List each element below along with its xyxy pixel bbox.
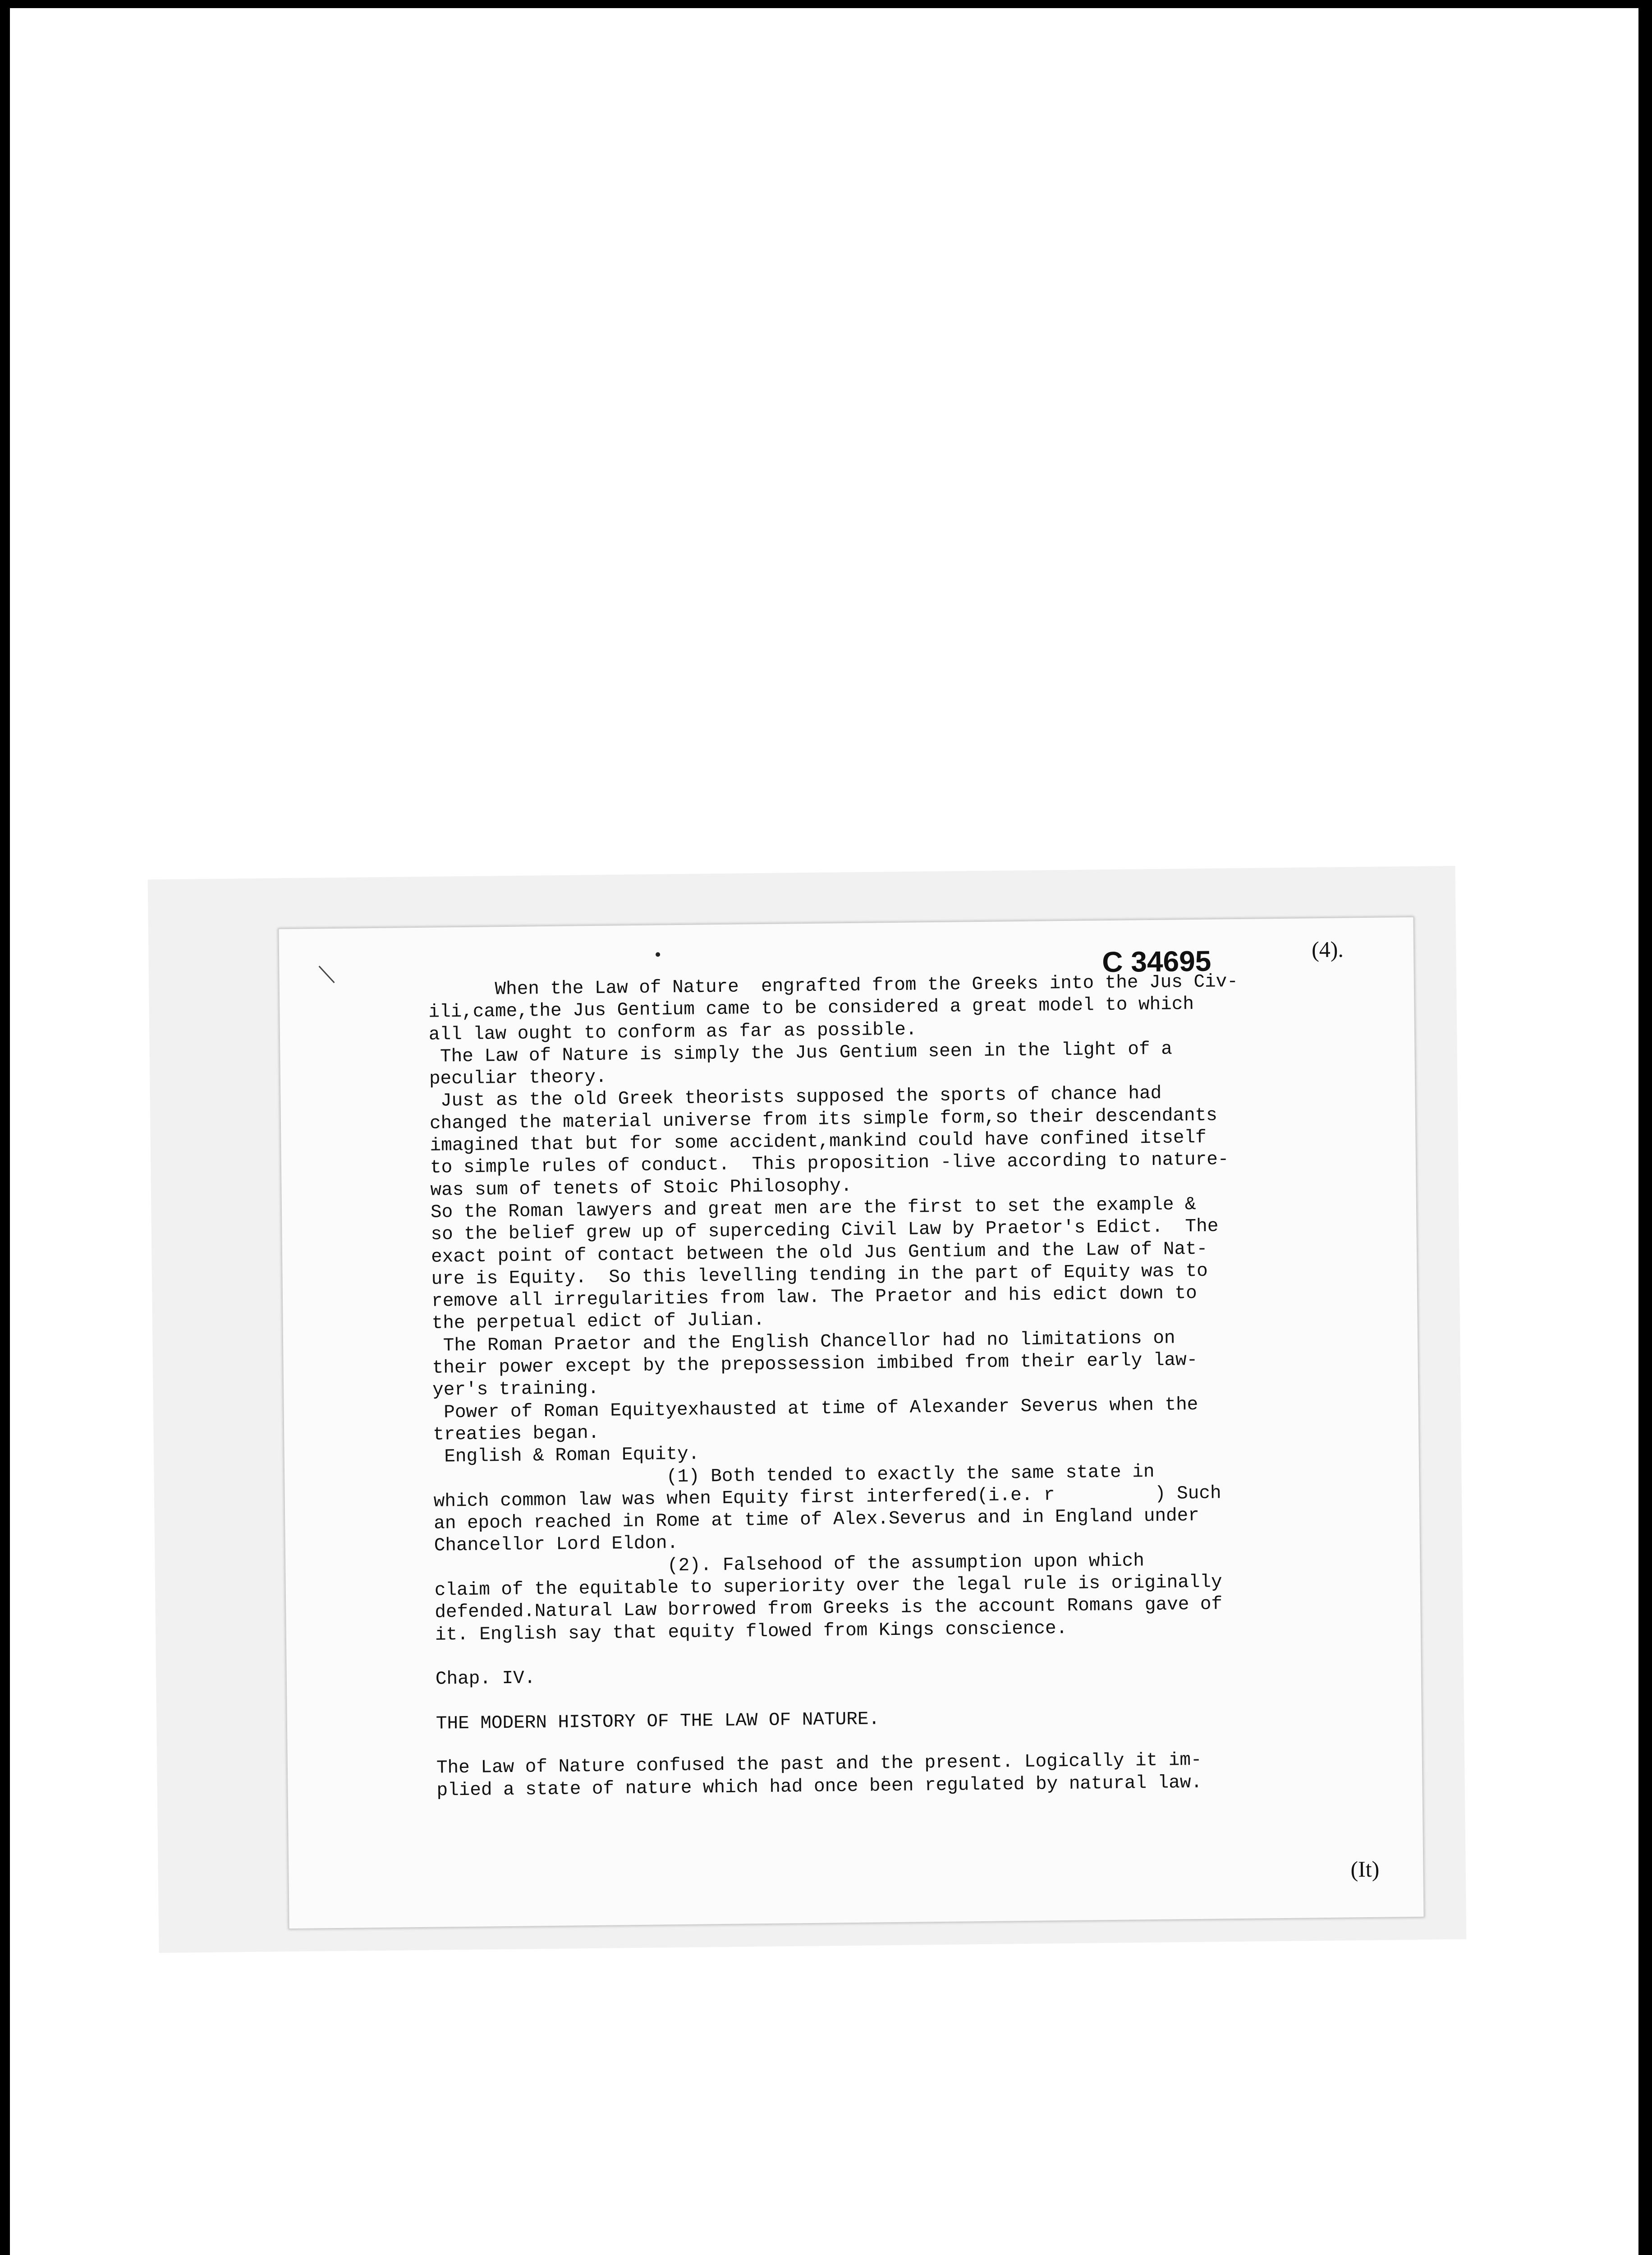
typed-line: exact point of contact between the old Jus Gentium and the Law of Nat- xyxy=(431,1238,1208,1268)
typed-line: changed the material universe from its simple form,so their descendants xyxy=(429,1105,1218,1134)
ink-speck xyxy=(656,952,660,957)
typed-line: plied a state of nature which had once been regulated by natural law. xyxy=(436,1772,1202,1801)
typed-line: was sum of tenets of Stoic Philosophy. xyxy=(430,1175,852,1201)
typed-line: it. English say that equity flowed from Kings conscience. xyxy=(435,1618,1068,1646)
typed-line: English & Roman Equity. xyxy=(433,1444,700,1468)
typed-line: which common law was when Equity first interfered(i.e. r ) Such xyxy=(433,1483,1221,1512)
typed-line: yer's training. xyxy=(432,1378,599,1401)
typed-line: The Law of Nature confused the past and the present. Logically it im- xyxy=(436,1750,1202,1779)
typed-line: treaties began. xyxy=(432,1422,600,1445)
typed-line: When the Law of Nature engrafted from the Greeks into the Jus Civ- xyxy=(428,971,1239,1001)
typed-line: to simple rules of conduct. This proposition -live according to nature- xyxy=(430,1149,1229,1179)
typed-line: (1) Both tended to exactly the same state in xyxy=(433,1461,1155,1490)
typed-line: So the Roman lawyers and great men are the first to set the example & xyxy=(430,1194,1196,1223)
card-text-body xyxy=(428,970,1393,1802)
typed-line: claim of the equitable to superiority over the legal rule is originally xyxy=(434,1572,1222,1601)
typed-line: remove all irregularities from law. The Praetor and his edict down to xyxy=(431,1283,1197,1312)
card-number: C 34695 xyxy=(1101,944,1211,979)
typed-line: an epoch reached in Rome at time of Alex.Severus and in England under xyxy=(434,1505,1200,1534)
continuation-mark: (It) xyxy=(1350,1856,1380,1882)
typed-line: all law ought to conform as far as possible. xyxy=(428,1019,917,1045)
typed-line: their power except by the prepossession imbibed from their early law- xyxy=(432,1349,1198,1379)
typed-line: ili,came,the Jus Gentium came to be considered a great model to which xyxy=(428,994,1194,1023)
typed-line: The Roman Praetor and the English Chancellor had no limitations on xyxy=(431,1328,1175,1357)
typed-line: The Law of Nature is simply the Jus Gentium seen in the light of a xyxy=(429,1039,1173,1068)
typed-line: Chap. IV. xyxy=(435,1668,536,1690)
typed-line: ure is Equity. So this levelling tending in the part of Equity was to xyxy=(431,1261,1208,1290)
typed-line: so the belief grew up of superceding Civil Law by Praetor's Edict. The xyxy=(431,1216,1219,1246)
typed-line: Just as the old Greek theorists supposed the sports of chance had xyxy=(429,1083,1162,1112)
page-mark: (4). xyxy=(1311,936,1344,962)
typed-line: peculiar theory. xyxy=(429,1067,607,1090)
typed-index-card xyxy=(278,916,1424,1929)
typed-line: defended.Natural Law borrowed from Greeks is the account Romans gave of xyxy=(435,1594,1223,1624)
typed-line: (2). Falsehood of the assumption upon which xyxy=(434,1550,1145,1579)
typed-line: Power of Roman Equityexhausted at time of Alexander Severus when the xyxy=(432,1394,1198,1423)
typed-line: imagined that but for some accident,mankind could have confined itself xyxy=(430,1127,1207,1156)
pencil-mark xyxy=(318,966,335,983)
film-border-right xyxy=(1638,0,1652,2255)
typed-line: Chancellor Lord Eldon. xyxy=(434,1533,679,1557)
film-border-left xyxy=(0,0,10,2255)
typed-line: THE MODERN HISTORY OF THE LAW OF NATURE. xyxy=(436,1709,880,1735)
film-border-top xyxy=(0,0,1652,8)
typed-line: the perpetual edict of Julian. xyxy=(431,1310,765,1335)
